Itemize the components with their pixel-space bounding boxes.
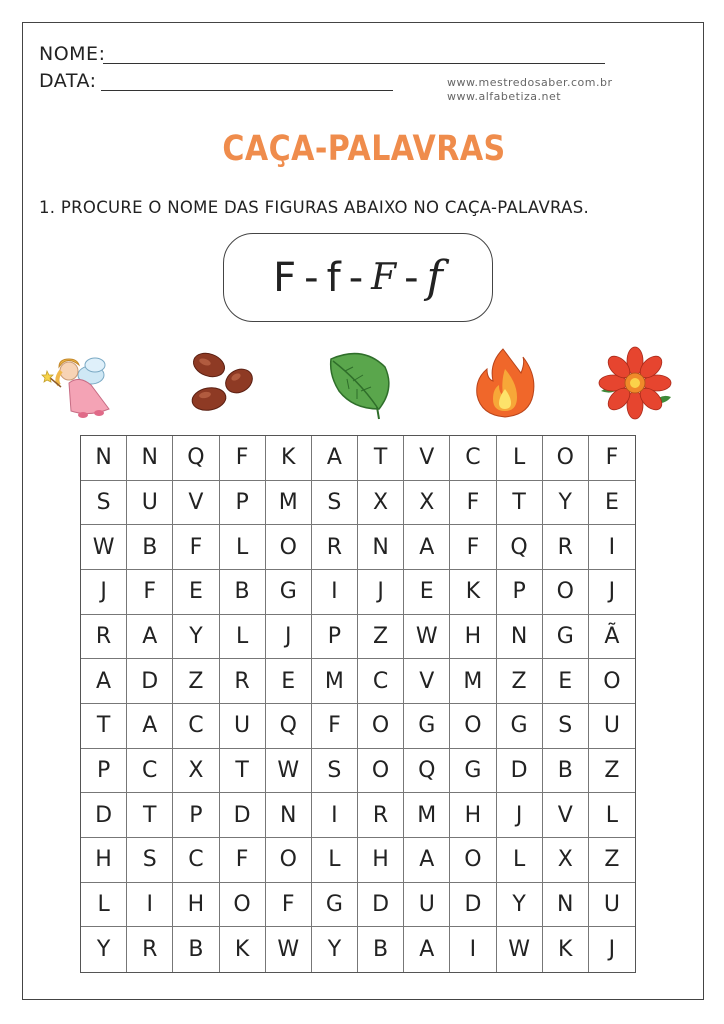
grid-cell[interactable]: C: [127, 749, 173, 794]
grid-cell[interactable]: E: [266, 659, 312, 704]
grid-cell[interactable]: A: [312, 436, 358, 481]
grid-cell[interactable]: L: [220, 615, 266, 660]
grid-cell[interactable]: N: [497, 615, 543, 660]
grid-cell[interactable]: H: [81, 838, 127, 883]
grid-cell[interactable]: Y: [543, 481, 589, 526]
grid-cell[interactable]: O: [358, 749, 404, 794]
grid-cell[interactable]: Z: [589, 838, 635, 883]
grid-cell[interactable]: I: [312, 570, 358, 615]
grid-cell[interactable]: I: [589, 525, 635, 570]
grid-cell[interactable]: L: [589, 793, 635, 838]
grid-cell[interactable]: R: [312, 525, 358, 570]
grid-cell[interactable]: V: [404, 659, 450, 704]
instruction-text: 1. PROCURE O NOME DAS FIGURAS ABAIXO NO CAÇA-PALAVRAS.: [39, 198, 590, 217]
grid-cell[interactable]: L: [312, 838, 358, 883]
grid-cell[interactable]: X: [173, 749, 219, 794]
grid-cell[interactable]: J: [81, 570, 127, 615]
flower-icon: [595, 345, 675, 421]
grid-cell[interactable]: I: [450, 927, 496, 972]
grid-cell[interactable]: E: [404, 570, 450, 615]
grid-cell[interactable]: W: [266, 749, 312, 794]
page-title: CAÇA-PALAVRAS: [222, 129, 506, 169]
grid-cell[interactable]: R: [127, 927, 173, 972]
grid-cell[interactable]: F: [127, 570, 173, 615]
grid-cell[interactable]: O: [358, 704, 404, 749]
grid-cell[interactable]: S: [312, 749, 358, 794]
site-url-2: www.alfabetiza.net: [447, 90, 562, 103]
grid-cell[interactable]: H: [173, 883, 219, 928]
grid-cell[interactable]: T: [358, 436, 404, 481]
grid-cell[interactable]: V: [543, 793, 589, 838]
grid-cell[interactable]: F: [312, 704, 358, 749]
name-label: NOME:: [39, 43, 106, 65]
grid-cell[interactable]: T: [497, 481, 543, 526]
grid-cell[interactable]: F: [450, 481, 496, 526]
grid-cell[interactable]: E: [543, 659, 589, 704]
leaf-icon: [323, 345, 403, 421]
grid-cell[interactable]: Q: [404, 749, 450, 794]
grid-cell[interactable]: J: [589, 570, 635, 615]
grid-cell[interactable]: U: [220, 704, 266, 749]
grid-cell[interactable]: P: [173, 793, 219, 838]
site-url-1: www.mestredosaber.com.br: [447, 76, 613, 89]
grid-cell[interactable]: C: [173, 704, 219, 749]
grid-cell[interactable]: Z: [497, 659, 543, 704]
grid-cell[interactable]: E: [589, 481, 635, 526]
grid-cell[interactable]: N: [543, 883, 589, 928]
grid-cell[interactable]: K: [543, 927, 589, 972]
grid-cell[interactable]: M: [404, 793, 450, 838]
letter-box: [223, 233, 493, 322]
fire-icon: [465, 345, 545, 421]
date-line[interactable]: [101, 90, 393, 91]
grid-cell[interactable]: N: [127, 436, 173, 481]
grid-cell[interactable]: L: [81, 883, 127, 928]
worksheet: [22, 22, 704, 1000]
grid-cell[interactable]: U: [589, 704, 635, 749]
grid-cell[interactable]: Y: [173, 615, 219, 660]
grid-cell[interactable]: O: [220, 883, 266, 928]
letter-cursive-upper: F: [371, 257, 397, 298]
grid-cell[interactable]: S: [312, 481, 358, 526]
grid-cell[interactable]: Q: [266, 704, 312, 749]
grid-cell[interactable]: J: [608, 937, 616, 963]
grid-cell[interactable]: A: [404, 927, 450, 972]
grid-cell[interactable]: Ã: [589, 615, 635, 660]
grid-cell[interactable]: O: [450, 704, 496, 749]
grid-cell[interactable]: S: [81, 481, 127, 526]
word-search-grid: [80, 435, 636, 973]
grid-cell[interactable]: D: [220, 793, 266, 838]
grid-cell[interactable]: Z: [173, 659, 219, 704]
grid-cell[interactable]: O: [266, 525, 312, 570]
grid-cell[interactable]: G: [266, 570, 312, 615]
grid-cell[interactable]: J: [497, 793, 543, 838]
grid-cell[interactable]: V: [404, 436, 450, 481]
name-line[interactable]: [103, 63, 605, 64]
grid-cell[interactable]: S: [543, 704, 589, 749]
grid-cell[interactable]: R: [220, 659, 266, 704]
grid-cell[interactable]: L: [220, 525, 266, 570]
grid-cell[interactable]: C: [450, 436, 496, 481]
grid-cell[interactable]: G: [497, 704, 543, 749]
grid-cell[interactable]: K: [220, 927, 266, 972]
grid-cell[interactable]: A: [127, 704, 173, 749]
grid-cell[interactable]: X: [404, 481, 450, 526]
grid-cell[interactable]: M: [266, 481, 312, 526]
grid-cell[interactable]: P: [312, 615, 358, 660]
grid-cell[interactable]: H: [358, 838, 404, 883]
letter-separator: -: [404, 254, 419, 301]
fairy-icon: [39, 345, 119, 421]
grid-cell[interactable]: O: [450, 838, 496, 883]
grid-cell[interactable]: P: [81, 749, 127, 794]
grid-cell[interactable]: G: [312, 883, 358, 928]
grid-cell[interactable]: D: [81, 793, 127, 838]
date-field[interactable]: [39, 70, 97, 92]
grid-cell[interactable]: Z: [358, 615, 404, 660]
beans-icon: [181, 345, 261, 421]
grid-cell[interactable]: O: [589, 659, 635, 704]
grid-cell[interactable]: R: [543, 525, 589, 570]
grid-cell[interactable]: W: [497, 927, 543, 972]
grid-cell[interactable]: H: [450, 615, 496, 660]
grid-cell[interactable]: Y: [312, 927, 358, 972]
grid-cell[interactable]: U: [127, 481, 173, 526]
grid-cell[interactable]: X: [543, 838, 589, 883]
grid-cell[interactable]: A: [81, 659, 127, 704]
grid-cell[interactable]: U: [589, 883, 635, 928]
grid-cell[interactable]: W: [404, 615, 450, 660]
grid-cell[interactable]: S: [127, 838, 173, 883]
grid-cell[interactable]: P: [497, 570, 543, 615]
letter-upper: F: [273, 254, 297, 301]
letter-separator: -: [348, 254, 364, 301]
letter-cursive-lower: f: [426, 252, 443, 303]
grid-cell[interactable]: K: [266, 436, 312, 481]
grid-cell[interactable]: O: [543, 436, 589, 481]
grid-cell[interactable]: Z: [589, 749, 635, 794]
grid-cell[interactable]: D: [450, 883, 496, 928]
grid-cell[interactable]: B: [220, 570, 266, 615]
grid-cell[interactable]: F: [266, 883, 312, 928]
grid-cell[interactable]: N: [358, 525, 404, 570]
grid-cell[interactable]: W: [81, 525, 127, 570]
grid-cell[interactable]: T: [81, 704, 127, 749]
grid-cell[interactable]: L: [497, 838, 543, 883]
grid-cell[interactable]: N: [81, 436, 127, 481]
grid-cell[interactable]: F: [450, 525, 496, 570]
grid-cell[interactable]: F: [589, 436, 635, 481]
grid-cell[interactable]: G: [450, 749, 496, 794]
grid-cell[interactable]: D: [358, 883, 404, 928]
grid-cell[interactable]: B: [543, 749, 589, 794]
grid-cell[interactable]: J: [358, 570, 404, 615]
grid-cell[interactable]: F: [220, 838, 266, 883]
grid-cell[interactable]: C: [173, 838, 219, 883]
grid-cell[interactable]: R: [358, 793, 404, 838]
grid-cell[interactable]: V: [173, 481, 219, 526]
grid-cell[interactable]: M: [312, 659, 358, 704]
grid-cell[interactable]: B: [127, 525, 173, 570]
grid-cell[interactable]: D: [497, 749, 543, 794]
grid-cell[interactable]: F: [173, 525, 219, 570]
grid-cell[interactable]: E: [173, 570, 219, 615]
grid-cell[interactable]: F: [220, 436, 266, 481]
grid-cell[interactable]: Q: [173, 436, 219, 481]
grid-cell[interactable]: B: [358, 927, 404, 972]
grid-cell[interactable]: P: [220, 481, 266, 526]
grid-cell[interactable]: R: [81, 615, 127, 660]
grid-cell[interactable]: Y: [81, 927, 127, 972]
grid-cell[interactable]: N: [266, 793, 312, 838]
grid-cell[interactable]: A: [404, 838, 450, 883]
grid-cell[interactable]: O: [543, 570, 589, 615]
grid-cell[interactable]: H: [450, 793, 496, 838]
grid-cell[interactable]: U: [404, 883, 450, 928]
grid-cell[interactable]: J: [266, 615, 312, 660]
grid-cell[interactable]: I: [127, 883, 173, 928]
grid-cell[interactable]: G: [404, 704, 450, 749]
grid-cell[interactable]: G: [543, 615, 589, 660]
grid-cell[interactable]: L: [497, 436, 543, 481]
grid-cell[interactable]: O: [266, 838, 312, 883]
grid-cell[interactable]: B: [173, 927, 219, 972]
grid-cell[interactable]: Y: [497, 883, 543, 928]
date-label: DATA:: [39, 70, 97, 92]
grid-cell[interactable]: X: [358, 481, 404, 526]
letter-lower: f: [326, 254, 341, 301]
grid-cell[interactable]: I: [312, 793, 358, 838]
grid-cell[interactable]: C: [358, 659, 404, 704]
grid-cell[interactable]: M: [450, 659, 496, 704]
grid-cell[interactable]: K: [450, 570, 496, 615]
grid-cell[interactable]: Q: [497, 525, 543, 570]
grid-cell[interactable]: W: [266, 927, 312, 972]
grid-cell[interactable]: A: [127, 615, 173, 660]
name-field[interactable]: [39, 43, 105, 65]
grid-cell[interactable]: A: [404, 525, 450, 570]
grid-cell[interactable]: T: [127, 793, 173, 838]
grid-cell[interactable]: D: [127, 659, 173, 704]
grid-cell[interactable]: T: [220, 749, 266, 794]
letter-separator: -: [304, 254, 319, 301]
